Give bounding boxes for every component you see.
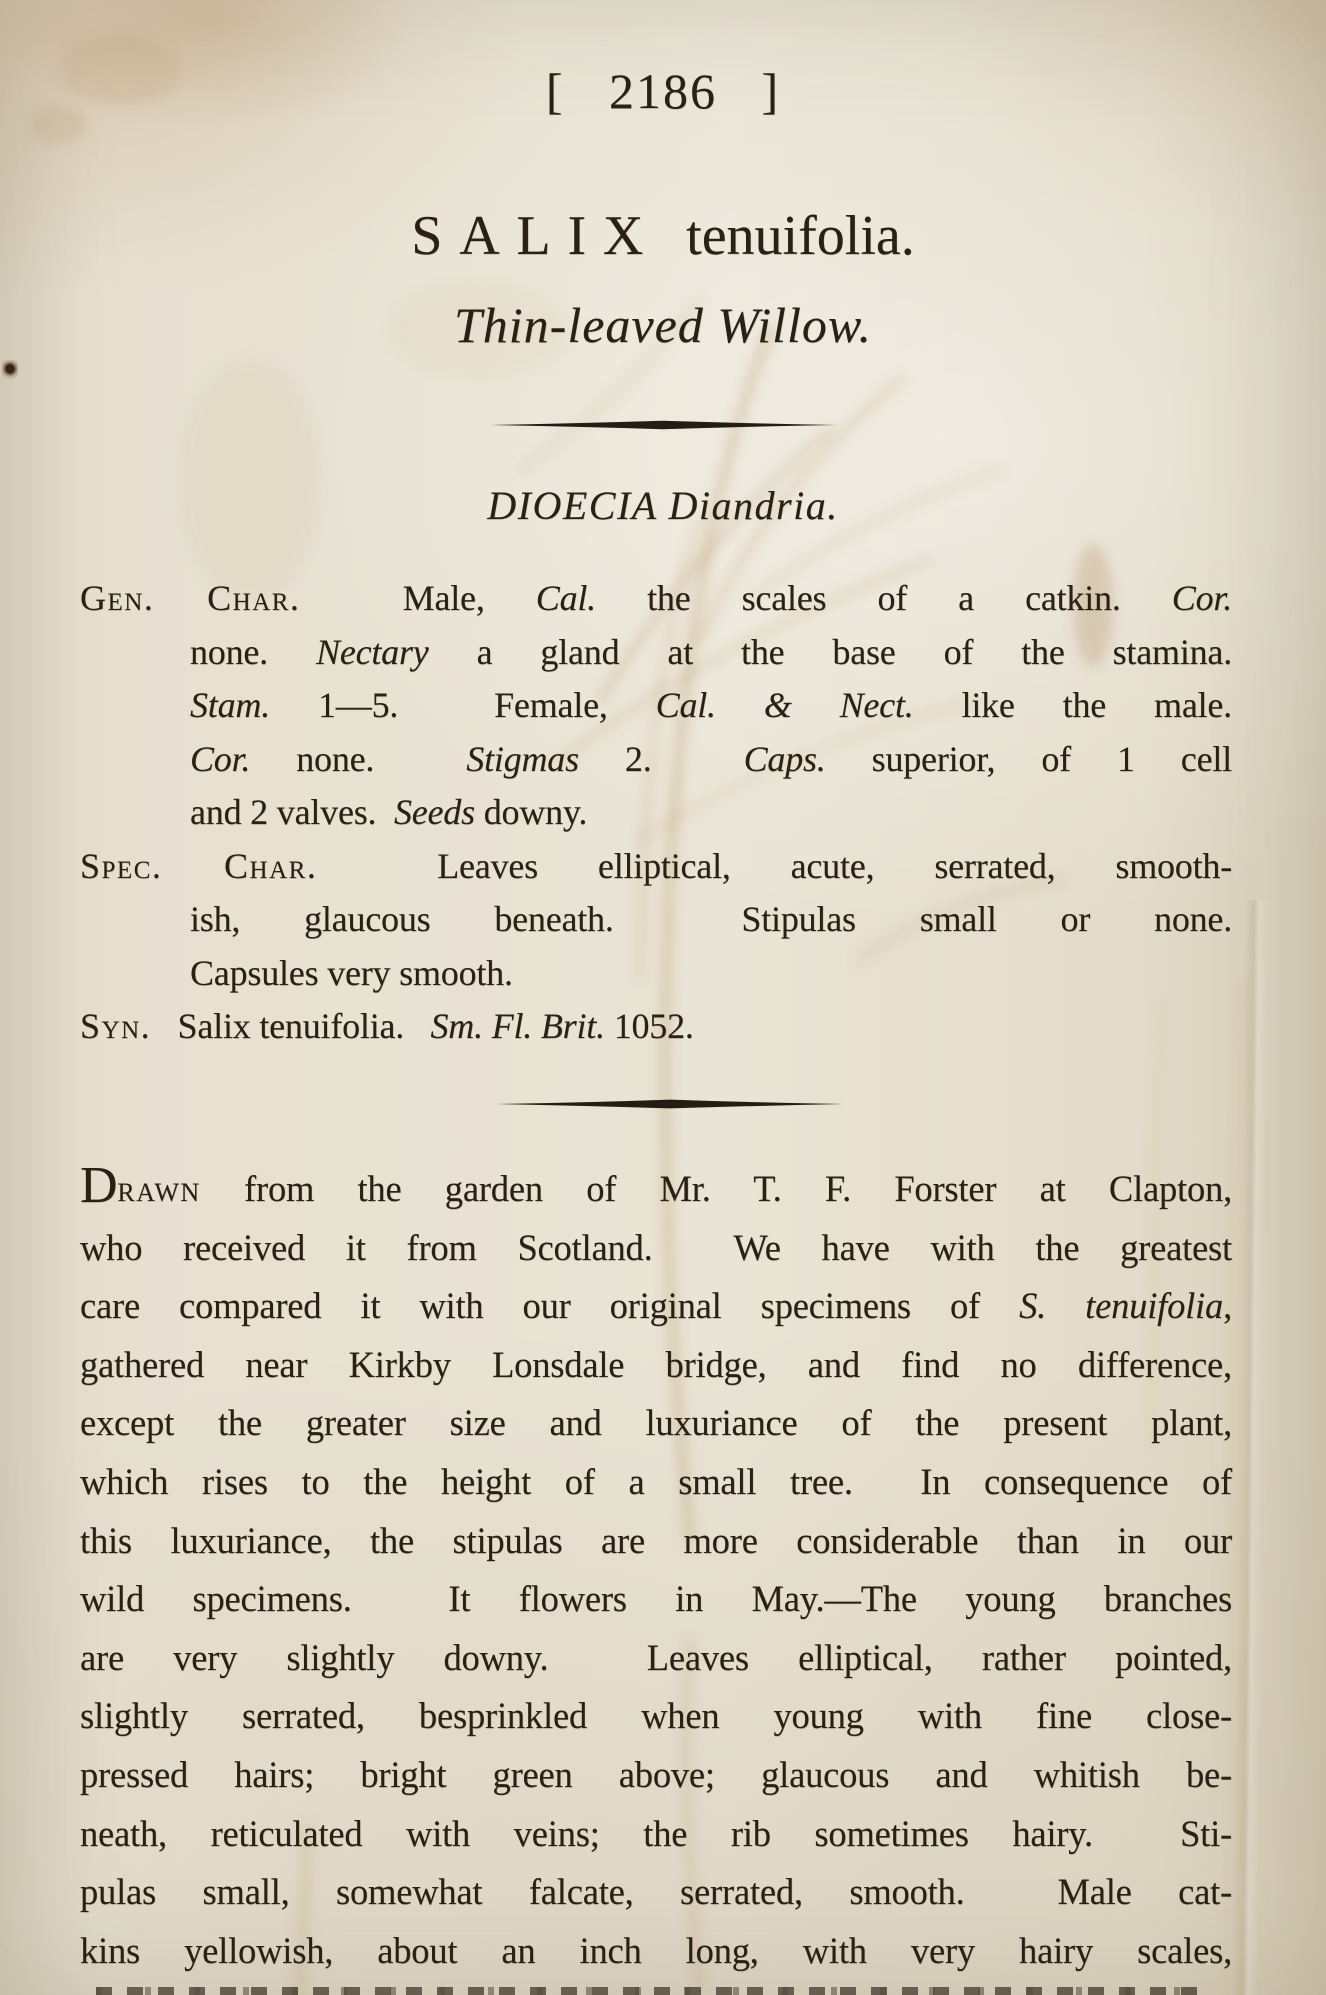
text-line: gathered near Kirkby Lonsdale bridge, and find no difference, <box>80 1343 1232 1385</box>
text-line: none. Nectary a gland at the base of the stamina. <box>190 631 1232 672</box>
text-line: wild specimens. It flowers in May.—The young branches <box>80 1578 1232 1620</box>
text-line: are very slightly downy. Leaves elliptical, rather pointed, <box>80 1636 1232 1678</box>
ornamental-rule-middle <box>494 1097 846 1116</box>
text-line: this luxuriance, the stipulas are more considerable than in our <box>80 1519 1232 1561</box>
text-line: neath, reticulated with veins; the rib sometimes hairy. Sti- <box>80 1812 1232 1854</box>
text-line: slightly serrated, besprinkled when young with fine close- <box>80 1695 1232 1737</box>
genus-name: SALIX <box>411 205 661 267</box>
text-line: Stam. 1—5. Female, Cal. & Nect. like the male. <box>190 685 1232 725</box>
text-line: kins yellowish, about an inch long, with very hairy scales, <box>80 1929 1232 1971</box>
ornamental-rule-top <box>488 418 838 437</box>
text-line: pressed hairs; bright green above; glaucous and whitish be- <box>80 1753 1232 1795</box>
text-line: pulas small, somewhat falcate, serrated, smooth. Male cat- <box>80 1871 1232 1913</box>
text-line: Drawn from the garden of Mr. T. F. Forster at Clapton, <box>80 1157 1232 1214</box>
text-line: ish, glaucous beneath. Stipulas small or none. <box>190 899 1232 939</box>
main-text-paragraph <box>80 1157 1232 1980</box>
text-line: Cor. none. Stigmas 2. Caps. superior, of 1 cell <box>190 738 1232 779</box>
page-crease <box>1232 900 1269 1995</box>
text-line: except the greater size and luxuriance of the present plant, <box>80 1402 1232 1444</box>
text-line: and 2 valves. Seeds downy. <box>190 792 588 832</box>
species-epithet: tenuifolia. <box>686 205 915 267</box>
clipped-text-line <box>96 1987 1204 1995</box>
text-line: Capsules very smooth. <box>190 952 513 993</box>
text-line: Spec. Char. Leaves elliptical, acute, serrated, smooth- <box>80 845 1232 886</box>
ink-speck <box>2 360 18 382</box>
text-line: Gen. Char. Male, Cal. the scales of a catkin. Cor. <box>80 578 1232 618</box>
species-title <box>0 204 1326 268</box>
character-block <box>80 572 1232 1054</box>
text-line: Syn. Salix tenuifolia. Sm. Fl. Brit. 1052. <box>80 1006 694 1046</box>
classification-line: DIOECIA Diandria. <box>487 483 839 528</box>
common-name-subtitle: Thin-leaved Willow. <box>453 297 873 353</box>
text-line: care compared it with our original specimens of S. tenuifolia, <box>80 1285 1232 1327</box>
page-number: [ 2186 ] <box>545 63 781 119</box>
text-line: which rises to the height of a small tree. In consequence of <box>80 1460 1232 1502</box>
text-line: who received it from Scotland. We have with the greatest <box>80 1226 1232 1268</box>
